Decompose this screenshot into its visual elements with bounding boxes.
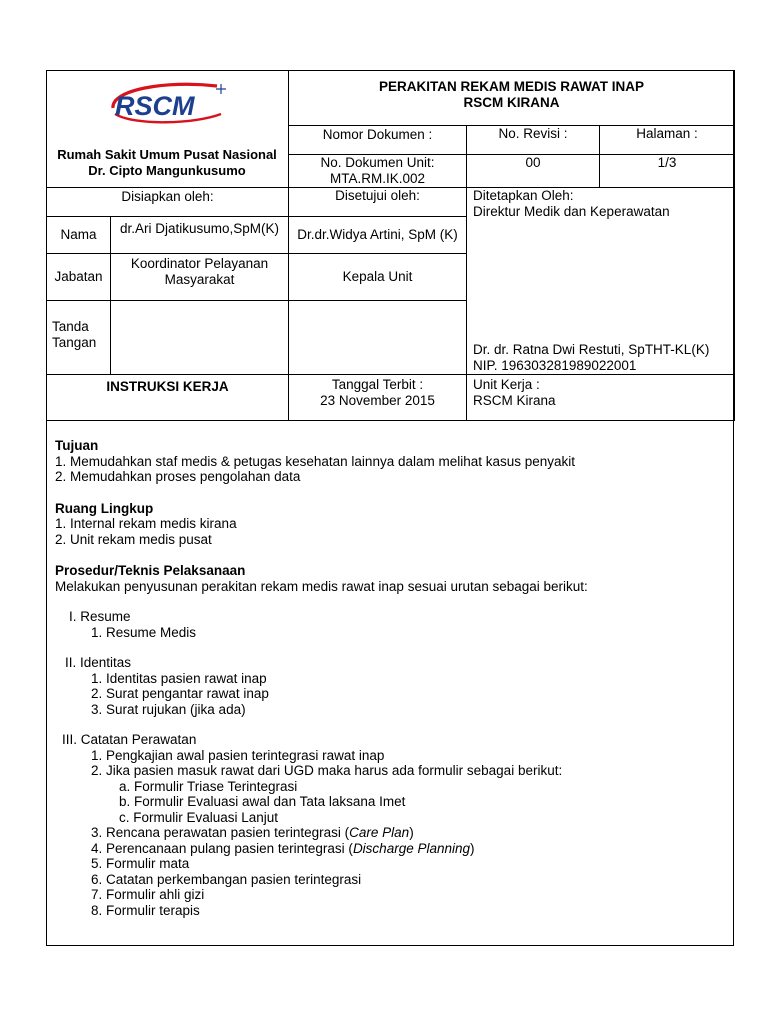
document-title: PERAKITAN REKAM MEDIS RAWAT INAP RSCM KIRANA bbox=[289, 71, 735, 126]
prosedur-heading: Prosedur/Teknis Pelaksanaan bbox=[55, 563, 246, 578]
sub-list-item: b. Formulir Evaluasi awal dan Tata laksana Imet bbox=[119, 794, 406, 809]
ditetapkan-value: Direktur Medik dan Keperawatan bbox=[473, 204, 670, 219]
tanda-tangan-disetujui bbox=[289, 301, 467, 375]
list-item: 2. Jika pasien masuk rawat dari UGD maka harus ada formulir sebagai berikut: bbox=[91, 763, 563, 778]
sub-list-item: a. Formulir Triase Terintegrasi bbox=[119, 778, 298, 794]
nama-label: Nama bbox=[47, 217, 111, 254]
no-revisi-label: No. Revisi : bbox=[467, 126, 600, 155]
ruang-lingkup-heading: Ruang Lingkup bbox=[55, 500, 154, 516]
section-identitas: II. Identitas bbox=[65, 655, 132, 670]
tanggal-terbit: Tanggal Terbit : 23 November 2015 bbox=[289, 375, 467, 421]
rscm-logo bbox=[105, 78, 235, 128]
instruksi-kerja-label: INSTRUKSI KERJA bbox=[47, 375, 289, 421]
nama-disiapkan: dr.Ari Djatikusumo,SpM(K) bbox=[111, 217, 289, 254]
jabatan-disiapkan: Koordinator Pelayanan Masyarakat bbox=[111, 254, 289, 301]
prosedur-intro: Melakukan penyusunan perakitan rekam medis rawat inap sesuai urutan sebagai berikut: bbox=[55, 578, 588, 594]
disetujui-label: Disetujui oleh: bbox=[289, 188, 467, 217]
section-resume: I. Resume bbox=[69, 609, 131, 624]
nama-disetujui: Dr.dr.Widya Artini, SpM (K) bbox=[289, 217, 467, 254]
list-item: 3. Surat rujukan (jika ada) bbox=[91, 701, 246, 717]
halaman-value: 1/3 bbox=[600, 155, 735, 188]
list-item: 1. Resume Medis bbox=[91, 624, 197, 640]
list-item: 7. Formulir ahli gizi bbox=[91, 887, 205, 902]
halaman-label: Halaman : bbox=[600, 126, 735, 155]
list-item: 1. Internal rekam medis kirana bbox=[55, 516, 237, 531]
logo-text: RSCM bbox=[115, 91, 195, 121]
list-item: 3. Rencana perawatan pasien terintegrasi (Care Plan) bbox=[91, 825, 414, 840]
list-item: 5. Formulir mata bbox=[91, 856, 190, 871]
list-item: 1. Pengkajian awal pasien terintegrasi rawat inap bbox=[91, 747, 385, 763]
section-catatan-perawatan: III. Catatan Perawatan bbox=[62, 732, 197, 747]
penetap-nama: Dr. dr. Ratna Dwi Restuti, SpTHT-KL(K) bbox=[473, 342, 710, 357]
document-body bbox=[55, 438, 715, 918]
jabatan-label: Jabatan bbox=[47, 254, 111, 301]
list-item: 4. Perencanaan pulang pasien terintegrasi (Discharge Planning) bbox=[91, 840, 475, 856]
tujuan-heading: Tujuan bbox=[55, 438, 99, 453]
tanda-tangan-disiapkan bbox=[111, 301, 289, 375]
sub-list-item: c. Formulir Evaluasi Lanjut bbox=[119, 809, 279, 825]
jabatan-disetujui: Kepala Unit bbox=[289, 254, 467, 301]
tanda-tangan-label: Tanda Tangan bbox=[47, 301, 111, 375]
disiapkan-label: Disiapkan oleh: bbox=[47, 188, 289, 217]
no-dokumen-unit: No. Dokumen Unit: MTA.RM.IK.002 bbox=[289, 155, 467, 188]
unit-kerja: Unit Kerja : RSCM Kirana bbox=[467, 375, 735, 421]
list-item: 2. Surat pengantar rawat inap bbox=[91, 686, 269, 701]
ditetapkan-label: Ditetapkan Oleh: bbox=[473, 188, 574, 203]
ditetapkan-cell bbox=[467, 188, 735, 375]
list-item: 2. Unit rekam medis pusat bbox=[55, 531, 212, 547]
list-item: 1. Identitas pasien rawat inap bbox=[91, 670, 267, 686]
penetap-nip: NIP. 196303281989022001 bbox=[473, 358, 637, 373]
list-item: 8. Formulir terapis bbox=[91, 902, 200, 918]
hospital-name: Rumah Sakit Umum Pusat Nasional Dr. Cipto Mangunkusumo bbox=[57, 147, 277, 178]
list-item: 6. Catatan perkembangan pasien terintegrasi bbox=[91, 871, 362, 887]
list-item: 1. Memudahkan staf medis & petugas kesehatan lainnya dalam melihat kasus penyakit bbox=[55, 453, 576, 469]
nomor-dokumen-label: Nomor Dokumen : bbox=[289, 126, 467, 155]
no-revisi-value: 00 bbox=[467, 155, 600, 188]
list-item: 2. Memudahkan proses pengolahan data bbox=[55, 469, 301, 484]
